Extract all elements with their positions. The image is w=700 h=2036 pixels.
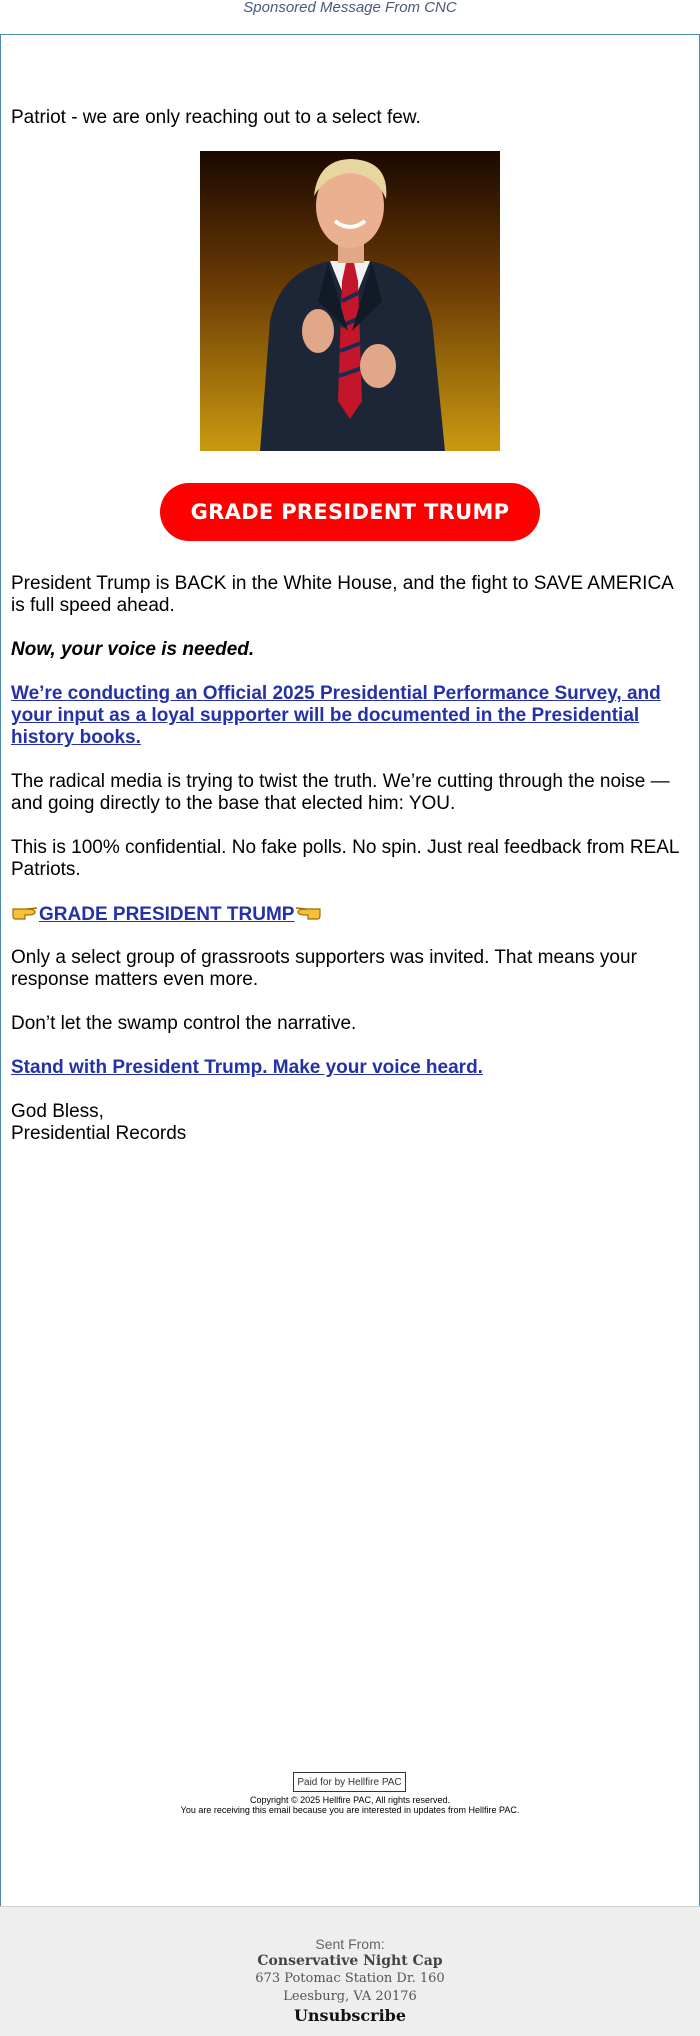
voice-needed-text: Now, your voice is needed. bbox=[11, 639, 255, 660]
survey-link[interactable]: We’re conducting an Official 2025 Presidential Performance Survey, and your input as a loyal supporter will be documented in the Presidential history books. bbox=[11, 683, 661, 748]
pointing-right-icon bbox=[11, 903, 39, 927]
media-paragraph: The radical media is trying to twist the truth. We’re cutting through the noise — and going directly to the base that elected him: YOU. bbox=[11, 771, 670, 814]
sent-from-footer bbox=[0, 1906, 700, 2036]
swamp-paragraph: Don’t let the swamp control the narrative. bbox=[11, 1013, 357, 1034]
greeting: Patriot - we are only reaching out to a select few. bbox=[11, 107, 421, 128]
hero-image bbox=[200, 151, 500, 451]
stand-with-link[interactable]: Stand with President Trump. Make your voice heard. bbox=[11, 1057, 483, 1078]
sender-org: Conservative Night Cap bbox=[257, 1953, 443, 1969]
address-line-1: 673 Potomac Station Dr. 160 bbox=[255, 1971, 445, 1986]
pointing-left-icon bbox=[294, 903, 322, 927]
sponsor-header: Sponsored Message From CNC bbox=[243, 0, 457, 16]
address-line-2: Leesburg, VA 20176 bbox=[283, 1989, 417, 2004]
copyright-text: Copyright © 2025 Hellfire PAC, All rights reserved. bbox=[249, 1795, 451, 1805]
grade-link-row bbox=[11, 903, 689, 927]
signoff-blessing: God Bless, bbox=[11, 1101, 104, 1122]
grade-president-button[interactable]: GRADE PRESIDENT TRUMP bbox=[160, 483, 540, 541]
select-group-paragraph: Only a select group of grassroots supporters was invited. That means your response matters even more. bbox=[11, 947, 637, 990]
paid-for-disclaimer: Paid for by Hellfire PAC bbox=[293, 1772, 406, 1792]
unsubscribe-link[interactable]: Unsubscribe bbox=[293, 2006, 407, 2025]
sent-from-label: Sent From: bbox=[315, 1936, 385, 1952]
grade-president-link[interactable]: GRADE PRESIDENT TRUMP bbox=[39, 904, 295, 926]
confidential-paragraph: This is 100% confidential. No fake polls. No spin. Just real feedback from REAL Patriots. bbox=[11, 837, 679, 880]
signoff-sender: Presidential Records bbox=[11, 1123, 187, 1144]
intro-paragraph: President Trump is BACK in the White House, and the fight to SAVE AMERICA is full speed ahead. bbox=[11, 573, 673, 616]
president-photo bbox=[200, 151, 500, 451]
subscription-reason: You are receiving this email because you are interested in updates from Hellfire PAC. bbox=[180, 1805, 520, 1815]
